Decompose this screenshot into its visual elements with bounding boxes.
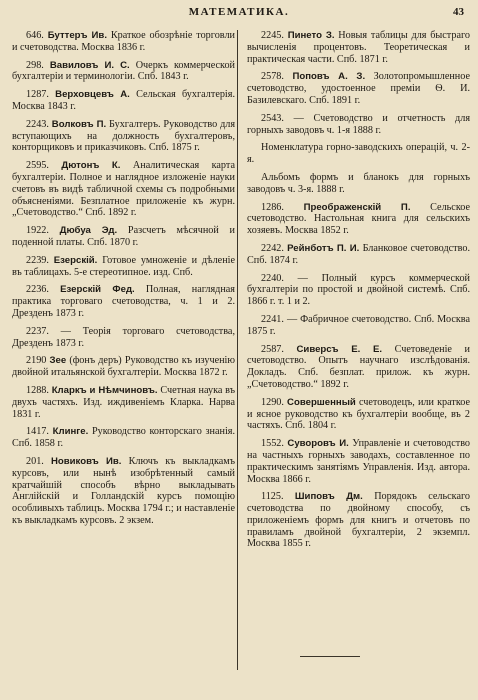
entry-number: 2595. (26, 160, 49, 172)
entry-number: 1288. (26, 384, 49, 396)
entry-number: 298. (26, 59, 44, 71)
entry-author: Вавиловъ И. С. (49, 59, 130, 71)
entry-text: Новыя таблицы для быстраго вычисленія процентовъ. Теоретическая и практическая части. Спб. 1871 г. (247, 30, 470, 65)
entry-text: Счетная наука въ двухъ частяхъ. Изд. иждивеніемъ Кларка. Нарва 1831 г. (12, 384, 235, 420)
entry-author: Зее (49, 355, 67, 367)
catalog-entry (12, 89, 235, 113)
entry-number: 2190 (26, 355, 47, 367)
entry-text: Краткое обозрѣніе торговли и счетоводства. Москва 1836 г. (12, 30, 235, 53)
entry-author: Новиковъ Ив. (50, 455, 122, 467)
entry-author: Клинге. (52, 426, 89, 438)
catalog-entry (247, 491, 470, 550)
entry-text: Управленіе и счетоводство на частныхъ горныхъ заводахъ, составленное по практическимъ занятіямъ Управленія. Изд. автора. Москва 1866 г. (247, 438, 471, 485)
entry-text: Очеркъ коммерческой бухгалтеріи и терминологіи. Спб. 1843 г. (12, 59, 235, 83)
right-column (247, 30, 470, 556)
entry-number: 2236. (26, 284, 49, 296)
left-column (12, 30, 235, 533)
entry-author: Волковъ П. (51, 118, 107, 130)
entry-number: 2245. (261, 30, 284, 41)
entry-text: Сельская бухгалтерія. Москва 1843 г. (12, 89, 235, 112)
catalog-entry (12, 284, 235, 319)
entry-author: Суворовъ И. (287, 438, 349, 450)
entry-number: 2241. (261, 313, 284, 325)
catalog-entry (247, 172, 470, 196)
catalog-entry (247, 71, 470, 106)
running-title: МАТЕМАТИКА. (188, 6, 290, 18)
catalog-entry (12, 60, 235, 84)
catalog-entry (12, 326, 235, 350)
entry-text: Бланковое счетоводство. Спб. 1874 г. (247, 242, 471, 266)
entry-text: Аналитическая карта бухгалтеріи. Полное и наглядное изложеніе науки счетовъ въ видѣ табличной схемы съ подробными объясненіями. Безплатное приложеніе къ журн. „Счетоводство.“ Спб. 1892 г. (12, 160, 235, 219)
catalog-entry (247, 314, 470, 338)
catalog-entry (12, 426, 235, 450)
entry-number: 1287. (26, 89, 49, 101)
entry-text: Бухгалтеръ. Руководство для вступающихъ на должность бухгалтеровъ, конторщиковъ и приказчиковъ. Спб. 1875 г. (12, 118, 236, 154)
entry-author: Дюбуа Эд. (59, 225, 118, 237)
entry-text: Счетоведеніе и счетоводство. Опытъ научнаго изслѣдованія. Докладъ. Спб. безплат. прилож. къ журн. „Счетоводство.“ 1892 г. (247, 343, 470, 390)
entry-text: Золотопромышленное счетоводство, удостоенное преміи Ѳ. И. Базилевскаго. Спб. 1891 г. (247, 71, 471, 106)
entry-number: 2240. (261, 272, 284, 284)
entry-text: — Счетоводство и отчетность для горныхъ заводовъ ч. 1-я 1888 г. (247, 112, 471, 136)
catalog-entry (247, 438, 470, 485)
entry-number: 1552. (261, 438, 284, 450)
entry-number: 2543. (261, 112, 284, 124)
entry-text: Руководство конторскаго знанія. Спб. 1858 г. (12, 426, 236, 450)
entry-text: Ключъ къ выкладкамъ курсовъ, или нынѣ изобрѣтенный самый кратчайшій способъ вѣрно выкладывать Англійскій и Голландскій курсъ помощію особливыхъ таблицъ. Москва 1794 г.; и наставленіе къ выкладкамъ курсовъ. 2 экзем. (12, 455, 235, 526)
catalog-entry (12, 119, 235, 154)
entry-author: Пинето З. (287, 30, 335, 41)
entry-text: Готовое умноженіе и дѣленіе въ таблицахъ. 5-е стереотипное. изд. Спб. (12, 254, 236, 278)
catalog-entry (12, 385, 235, 420)
entry-text: Полная, наглядная практика торговаго счетоводства, ч. 1 и 2. Дрезденъ 1873 г. (12, 284, 235, 319)
entry-text: Порядокъ сельскаго счетоводства по двойному способу, съ приложеніемъ формъ для книгъ и отчетовъ по правиламъ двойной бухгалтеріи, 2 экземпл. Москва 1855 г. (247, 491, 471, 550)
entry-author: Совершенный (287, 396, 356, 408)
page-number: 43 (453, 6, 464, 18)
catalog-entry (247, 344, 470, 391)
entry-author: Рейнботъ П. И. (287, 242, 360, 254)
entry-author: Езерскій. (53, 254, 98, 266)
entry-number: 1286. (261, 201, 284, 213)
entry-text: — Полный курсъ коммерческой бухгалтеріи по простой и двойной системѣ. Спб. 1866 г. т. 1 и 2. (247, 272, 471, 308)
entry-text: Разсчетъ мѣсячной и поденной платы. Спб. 1870 г. (12, 225, 235, 248)
entry-text: — Теорія торговаго счетоводства, Дрезденъ 1873 г. (12, 325, 236, 349)
catalog-entry (247, 113, 470, 137)
entry-text: Номенклатура горно-заводскихъ операцій, ч. 2-я. (247, 142, 470, 166)
entry-number: 2237. (26, 325, 49, 337)
entry-text: Альбомъ формъ и бланокъ для горныхъ заводовъ ч. 3-я. 1888 г. (247, 171, 470, 195)
catalog-entry (12, 225, 235, 249)
entry-text: Сельское счетоводство. Настольная книга для сельскихъ хозяевъ. Москва 1852 г. (247, 201, 471, 237)
catalog-entry (12, 355, 235, 379)
entry-author: Кларкъ и Нѣмчиновъ. (51, 384, 158, 396)
catalog-entry (12, 255, 235, 279)
entry-text: (фонъ деръ) Руководство къ изученію двойной итальянской бухгалтеріи. Москва 1872 г. (12, 355, 235, 379)
catalog-entry (247, 30, 470, 65)
catalog-entry (247, 397, 470, 432)
catalog-entry (247, 273, 470, 308)
entry-number: 2242. (261, 242, 284, 254)
entry-author: Шиповъ Дм. (294, 491, 363, 503)
catalog-entry (12, 160, 235, 219)
entry-number: 646. (26, 30, 44, 41)
entry-author: Дютонъ К. (61, 160, 121, 172)
entry-number: 2587. (261, 343, 284, 355)
entry-author: Преображенскій П. (303, 201, 411, 213)
catalog-entry (247, 142, 470, 166)
entry-number: 1922. (26, 225, 49, 237)
catalog-entry (247, 243, 470, 267)
entry-number: 201. (26, 455, 44, 467)
entry-number: 1290. (261, 396, 284, 408)
catalog-entry (247, 202, 470, 237)
entry-author: Буттеръ Ив. (47, 30, 107, 41)
end-rule (300, 656, 360, 657)
entry-number: 2243. (26, 118, 49, 130)
page-header (0, 6, 478, 22)
entry-author: Поповъ А. З. (292, 71, 366, 83)
catalog-entry (12, 30, 235, 54)
catalog-entry (12, 456, 235, 527)
entry-number: 2239. (26, 254, 49, 266)
entry-text: счетоводецъ, или краткое и ясное руководство къ бухгалтеріи вообще, въ 2 частяхъ. Спб. 1804 г. (247, 396, 470, 432)
entry-author: Сиверсъ Е. Е. (296, 343, 383, 355)
entry-number: 1417. (26, 426, 49, 438)
entry-number: 1125. (261, 491, 284, 503)
entry-number: 2578. (261, 71, 284, 83)
entry-author: Верховцевъ А. (55, 89, 130, 101)
entry-author: Езерскій Фед. (60, 284, 135, 296)
column-divider (237, 30, 238, 670)
entry-text: — Фабричное счетоводство. Спб. Москва 1875 г. (247, 313, 471, 337)
